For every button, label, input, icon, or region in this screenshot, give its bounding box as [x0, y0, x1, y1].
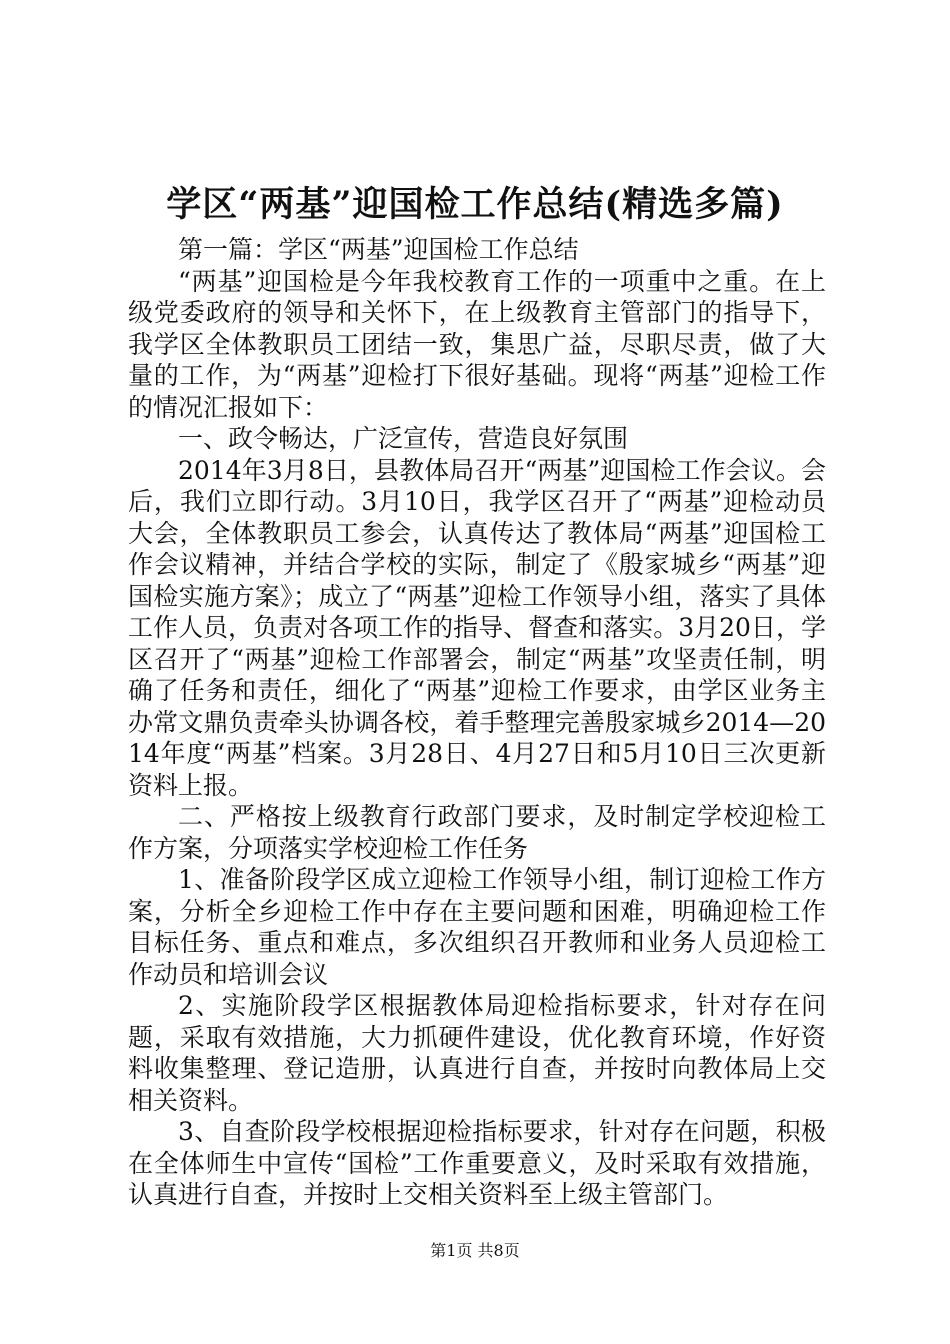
list-item-implementation-stage: 2、实施阶段学区根据教体局迎检指标要求，针对存在问题，采取有效措施，大力抓硬件建设，优化教育环境，作好资料收集整理、登记造册，认真进行自查，并按时向教体局上交相关资料。 [128, 991, 826, 1115]
document-title: 学区“两基”迎国检工作总结(精选多篇) [166, 184, 784, 225]
document-body [128, 234, 826, 1211]
section-one-paragraph: 2014年3月8日，县教体局召开“两基”迎国检工作会议。会后，我们立即行动。3月10日，我学区召开了“两基”迎检动员大会，全体教职员工参会，认真传达了教体局“两基”迎国检工作会议精神，并结合学校的实际，制定了《殷家城乡“两基”迎国检实施方案》；成立了“两基”迎检工作领导小组，落实了具体工作人员，负责对各项工作的指导、督查和落实。3月20日，学区召开了“两基”迎检工作部署会，制定“两基”攻坚责任制，明确了任务和责任，细化了“两基”迎检工作要求，由学区业务主办常文鼎负责牵头协调各校，着手整理完善殷家城乡2014—2014年度“两基”档案。3月28日、4月27日和5月10日三次更新资料上报。 [128, 455, 826, 800]
page-number-footer: 第1页 共8页 [430, 1241, 520, 1260]
section-heading-two: 二、严格按上级教育行政部门要求，及时制定学校迎检工作方案，分项落实学校迎检工作任务 [128, 802, 826, 863]
intro-paragraph: “两基”迎国检是今年我校教育工作的一项重中之重。在上级党委政府的领导和关怀下，在上级教育主管部门的指导下，我学区全体教职员工团结一致，集思广益，尽职尽责，做了大量的工作，为“两基”迎检打下很好基础。现将“两基”迎检工作的情况汇报如下： [128, 266, 826, 422]
list-item-self-check-stage: 3、自查阶段学校根据迎检指标要求，针对存在问题，积极在全体师生中宣传“国检”工作重要意义，及时采取有效措施，认真进行自查，并按时上交相关资料至上级主管部门。 [128, 1117, 826, 1209]
section-heading-part-one: 第一篇：学区“两基”迎国检工作总结 [178, 235, 579, 264]
list-item-preparation-stage: 1、准备阶段学区成立迎检工作领导小组，制订迎检工作方案，分析全乡迎检工作中存在主要问题和困难，明确迎检工作目标任务、重点和难点，多次组织召开教师和业务人员迎检工作动员和培训会议 [128, 865, 826, 989]
section-heading-one: 一、政令畅达，广泛宣传，营造良好氛围 [178, 424, 629, 453]
